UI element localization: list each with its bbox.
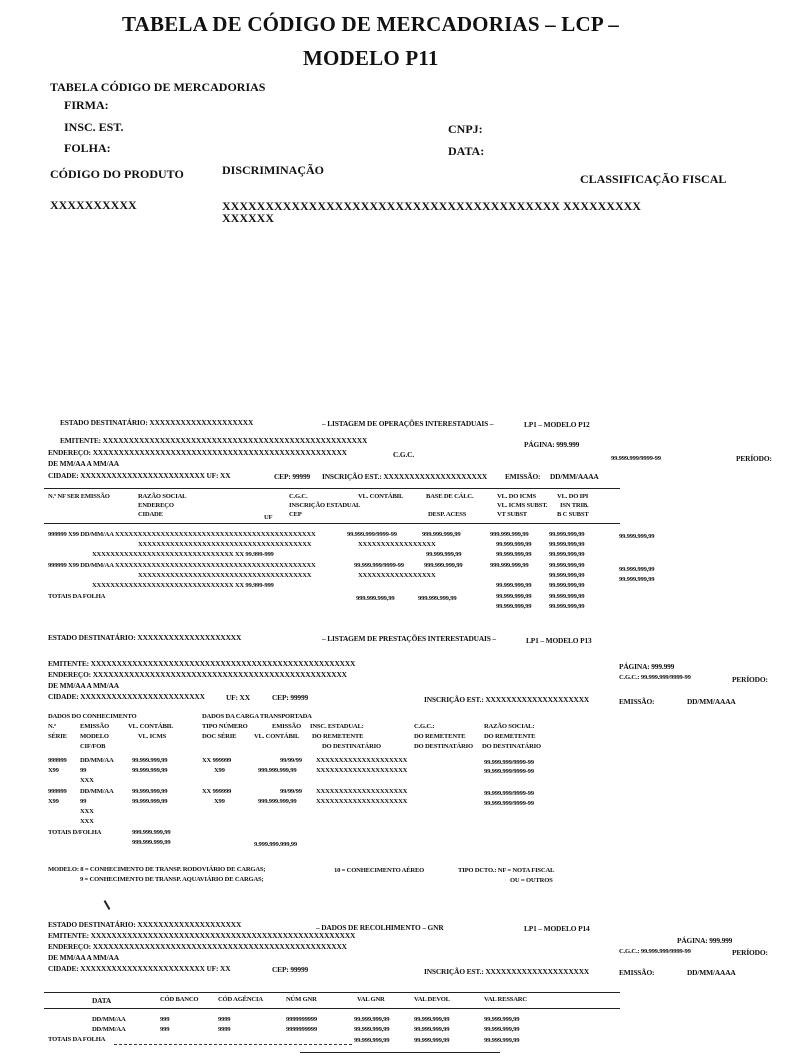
- p14-de-mm: DE MM/AA A MM/AA: [48, 953, 119, 962]
- p13-h-razao: RAZÃO SOCIAL:: [484, 723, 535, 730]
- p11-val-discriminacao-1: XXXXXXXXXXXXXXXXXXXXXXXXXXXXXXXXXXXXXXX XXXXXXXXX: [222, 199, 641, 213]
- p12-h-cep: CEP: [289, 511, 302, 518]
- p12-inscricao: INSCRIÇÃO EST.: XXXXXXXXXXXXXXXXXXXX: [322, 472, 488, 481]
- p12-cidade: CIDADE: XXXXXXXXXXXXXXXXXXXXXXXX UF: XX: [48, 471, 231, 480]
- p13-legend-modelo-8: MODELO: 8 = CONHECIMENTO DE TRANSP. RODOVIÁRIO DE CARGAS;: [48, 866, 266, 873]
- pen-mark-icon: [104, 900, 111, 910]
- p12-header-rule: [44, 523, 620, 524]
- p14-row2-data: DD/MM/AA: [92, 1026, 126, 1033]
- p13-periodo: PERÍODO:: [732, 675, 768, 684]
- p12-h-base: BASE DE CÁLC.: [426, 493, 474, 500]
- p13-row4-f: XXXXXXXXXXXXXXXXXXXX: [316, 788, 408, 795]
- p12-row1-b: 99.999.999/9999-99: [347, 531, 397, 538]
- p12-row2-a: XXXXXXXXXXXXXXXXXXXXXXXXXXXXXXXXXXXXXX: [138, 541, 312, 548]
- p14-totais-label: TOTAIS DA FOLHA: [48, 1036, 106, 1043]
- p13-h-do-dest: DO DESTINATÁRIO: [322, 743, 381, 750]
- p13-cidade: CIDADE: XXXXXXXXXXXXXXXXXXXXXXXX: [48, 692, 205, 701]
- p11-folha-label: FOLHA:: [64, 141, 111, 155]
- p12-h-vl-contabil: VL. CONTÁBIL: [358, 493, 404, 500]
- p13-legend-tipo-nf: TIPO DCTO.: NF = NOTA FISCAL: [458, 867, 555, 874]
- document-title-line2: MODELO P11: [303, 46, 439, 70]
- p14-bottom-rule: [300, 1052, 500, 1053]
- p14-row1-banco: 999: [160, 1016, 170, 1023]
- p13-legend-modelo-9: 9 = CONHECIMENTO DE TRANSP. AQUAVIÁRIO DE CARGAS;: [80, 876, 264, 883]
- p14-cep: CEP: 99999: [272, 965, 309, 974]
- p13-legend-modelo-10: 10 = CONHECIMENTO AÉREO: [334, 867, 425, 874]
- p12-h-nf: N.º NF SER EMISSÃO: [48, 493, 110, 500]
- p14-h-cod-banco: CÓD BANCO: [160, 996, 199, 1003]
- p12-row5-f: 99.999.999,99: [619, 576, 655, 583]
- p13-legend-tipo-ou: OU = OUTROS: [510, 877, 553, 884]
- p14-cgc: C.G.C.: 99.999.999/9999-99: [619, 948, 691, 955]
- p13-row1-b: DD/MM/AA: [80, 757, 114, 764]
- p13-h-cgc-dest: DO DESTINATÁRIO: [414, 743, 473, 750]
- p14-row1-val-gnr: 99.999.999,99: [354, 1016, 390, 1023]
- p13-endereco: ENDEREÇO: XXXXXXXXXXXXXXXXXXXXXXXXXXXXXXXXXXXXXXXXXXXXXXXXX: [48, 670, 347, 679]
- p13-row2-a: X99: [48, 767, 59, 774]
- p12-h-vl-ipi: VL. DO IPI: [557, 493, 589, 500]
- p12-de-mm: DE MM/AA A MM/AA: [48, 459, 119, 468]
- p13-h-vl-icms: VL. ICMS: [138, 733, 167, 740]
- p12-row5-b: XXXXXXXXXXXXXXXXX: [358, 572, 436, 579]
- p13-row5-g: 99.999.999/9999-99: [484, 800, 534, 807]
- p14-totais-leader: [114, 1044, 352, 1045]
- p12-row4-f: 99.999.999,99: [619, 566, 655, 573]
- p13-row1-f: XXXXXXXXXXXXXXXXXXXX: [316, 757, 408, 764]
- p12-h-bc-subst: B C SUBST: [557, 511, 589, 518]
- p11-val-codigo: XXXXXXXXXX: [50, 198, 137, 212]
- p11-cnpj-label: CNPJ:: [448, 122, 483, 136]
- p14-estado: ESTADO DESTINATÁRIO: XXXXXXXXXXXXXXXXXXXX: [48, 920, 242, 929]
- p14-inscricao: INSCRIÇÃO EST.: XXXXXXXXXXXXXXXXXXXX: [424, 967, 590, 976]
- p11-col-codigo: CÓDIGO DO PRODUTO: [50, 167, 184, 181]
- p13-row2-e: 999.999.999,99: [258, 767, 297, 774]
- p11-data-label: DATA:: [448, 144, 485, 158]
- p12-row2-b: XXXXXXXXXXXXXXXXX: [358, 541, 436, 548]
- p14-h-val-ressarc: VAL RESSARC: [484, 996, 527, 1003]
- p14-periodo: PERÍODO:: [732, 948, 768, 957]
- p12-row4-c: 999.999.999,99: [424, 562, 463, 569]
- p11-firma-label: FIRMA:: [64, 98, 109, 112]
- p13-totais-v1: 999.999.999,99: [132, 829, 171, 836]
- p14-h-cod-agencia: CÓD AGÊNCIA: [218, 996, 263, 1003]
- p13-emissao-label: EMISSÃO:: [619, 697, 655, 706]
- p14-row2-val-gnr: 99.999.999,99: [354, 1026, 390, 1033]
- p11-subtitle: TABELA CÓDIGO DE MERCADORIAS: [50, 80, 266, 94]
- p13-row1-c: 99.999.999,99: [132, 757, 168, 764]
- p13-totais-v2: 999.999.999,99: [132, 839, 171, 846]
- p12-h-desp: DESP. ACESS: [428, 511, 467, 518]
- p12-row1-d: 999.999.999,99: [490, 531, 529, 538]
- p12-row3-a: XXXXXXXXXXXXXXXXXXXXXXXXXXXXXXX XX 99.999-999: [92, 551, 274, 558]
- p13-row3-b: XXX: [80, 777, 94, 784]
- p13-h-cif: CIF/FOB: [80, 743, 106, 750]
- p13-h-razao-dest: DO DESTINATÁRIO: [482, 743, 541, 750]
- p12-h-inscricao: INSCRIÇÃO ESTADUAL: [289, 502, 361, 509]
- p13-row5-f: XXXXXXXXXXXXXXXXXXXX: [316, 798, 408, 805]
- p13-cep: CEP: 99999: [272, 693, 309, 702]
- p13-row5-c: 99.999.999,99: [132, 798, 168, 805]
- p14-h-num-gnr: NÚM GNR: [286, 996, 317, 1003]
- p12-modelo: LP1 – MODELO P12: [524, 420, 590, 429]
- p12-emitente: EMITENTE: XXXXXXXXXXXXXXXXXXXXXXXXXXXXXXXXXXXXXXXXXXXXXXXXXXX: [60, 436, 368, 445]
- p13-row2-f: XXXXXXXXXXXXXXXXXXXX: [316, 767, 408, 774]
- p14-top-rule: [44, 992, 620, 993]
- p14-row2-agencia: 9999: [218, 1026, 231, 1033]
- p14-row1-num: 9999999999: [286, 1016, 317, 1023]
- p12-row3-c: 99.999.999,99: [426, 551, 462, 558]
- p14-row2-num: 9999999999: [286, 1026, 317, 1033]
- p12-row3-d: 99.999.999,99: [496, 551, 532, 558]
- p12-row3-e: 99.999.999,99: [549, 551, 585, 558]
- p13-h-razao-rem: DO REMETENTE: [484, 733, 536, 740]
- p14-row2-banco: 999: [160, 1026, 170, 1033]
- p11-col-discriminacao: DISCRIMINAÇÃO: [222, 163, 325, 177]
- p13-h-modelo: MODELO: [80, 733, 109, 740]
- p11-insc-est-label: INSC. EST.: [64, 120, 124, 134]
- p12-endereco: ENDEREÇO: XXXXXXXXXXXXXXXXXXXXXXXXXXXXXXXXXXXXXXXXXXXXXXXXX: [48, 448, 347, 457]
- p14-row1-val-ressarc: 99.999.999,99: [484, 1016, 520, 1023]
- p11-col-classificacao: CLASSIFICAÇÃO FISCAL: [580, 172, 727, 186]
- p14-h-val-gnr: VAL GNR: [357, 996, 385, 1003]
- p12-totais-v1: 999.999.999,99: [356, 595, 395, 602]
- p13-row2-d: X99: [214, 767, 225, 774]
- p13-row4-e: 99/99/99: [280, 788, 302, 795]
- p13-row5-d: X99: [214, 798, 225, 805]
- p14-row1-agencia: 9999: [218, 1016, 231, 1023]
- p13-row5-e: 999.999.999,99: [258, 798, 297, 805]
- p12-row4-e: 99.999.999,99: [549, 562, 585, 569]
- p13-row1-a: 999999: [48, 757, 67, 764]
- p13-h-doc: DOC SÉRIE: [202, 733, 237, 740]
- p13-row1-d: XX 999999: [202, 757, 232, 764]
- p12-totais-v3: 99.999.999,99: [496, 593, 532, 600]
- p12-row6-a: XXXXXXXXXXXXXXXXXXXXXXXXXXXXXXX XX 99.999-999: [92, 582, 274, 589]
- p12-cgc-label: C.G.C.: [393, 450, 415, 459]
- p13-row6-b: XXX: [80, 808, 94, 815]
- p12-periodo: PERÍODO:: [736, 454, 772, 463]
- p13-h-cgc: C.G.C.:: [414, 723, 435, 730]
- p12-row6-e: 99.999.999,99: [549, 582, 585, 589]
- p12-row4-d: 999.999.999,99: [490, 562, 529, 569]
- p12-pagina: PÁGINA: 999.999: [524, 440, 580, 449]
- p13-row1-e: 99/99/99: [280, 757, 302, 764]
- p13-row4-c: 99.999.999,99: [132, 788, 168, 795]
- p13-row4-g: 99.999.999/9999-99: [484, 790, 534, 797]
- p12-row2-d: 99.999.999,99: [496, 541, 532, 548]
- p13-h-vl-cont2: VL. CONTÁBIL: [254, 733, 300, 740]
- p12-row4-b: 99.999.999/9999-99: [354, 562, 404, 569]
- p14-header-rule: [44, 1008, 620, 1009]
- p11-val-discriminacao-2: XXXXXX: [222, 211, 274, 225]
- p13-h-tipo: TIPO NÚMERO: [202, 723, 248, 730]
- p12-h-vl-icms: VL. DO ICMS: [497, 493, 537, 500]
- p12-totais-v4: 99.999.999,99: [549, 593, 585, 600]
- p13-row1-g: 99.999.999/9999-99: [484, 759, 534, 766]
- p12-h-endereco: ENDEREÇO: [138, 502, 174, 509]
- p14-totais-v3: 99.999.999,99: [484, 1037, 520, 1044]
- p14-emissao-label: EMISSÃO:: [619, 968, 655, 977]
- p12-totais-v5: 99.999.999,99: [496, 603, 532, 610]
- p14-modelo: LP1 – MODELO P14: [524, 924, 590, 933]
- p14-cidade: CIDADE: XXXXXXXXXXXXXXXXXXXXXXXX UF: XX: [48, 964, 231, 973]
- p13-row2-g: 99.999.999/9999-99: [484, 768, 534, 775]
- p12-row2-e: 99.999.999,99: [549, 541, 585, 548]
- p14-emissao-value: DD/MM/AAAA: [687, 968, 736, 977]
- p13-h-vl-contabil: VL. CONTÁBIL: [128, 723, 174, 730]
- p12-h-cgc: C.G.C.: [289, 493, 308, 500]
- p13-inscricao: INSCRIÇÃO EST.: XXXXXXXXXXXXXXXXXXXX: [424, 695, 590, 704]
- p14-row1-val-devol: 99.999.999,99: [414, 1016, 450, 1023]
- p12-row1-e: 99.999.999,99: [549, 531, 585, 538]
- p12-row4-a: 999999 X99 DD/MM/AA XXXXXXXXXXXXXXXXXXXXXXXXXXXXXXXXXXXXXXXXXXXX: [48, 562, 316, 569]
- p13-uf: UF: XX: [226, 693, 250, 702]
- p13-row4-b: DD/MM/AA: [80, 788, 114, 795]
- p13-pagina: PÁGINA: 999.999: [619, 662, 675, 671]
- p13-h-cgc-rem: DO REMETENTE: [414, 733, 466, 740]
- p12-h-vt-subst: VT SUBST: [497, 511, 527, 518]
- p12-row5-e: 99.999.999,99: [549, 572, 585, 579]
- p13-de-mm: DE MM/AA A MM/AA: [48, 681, 119, 690]
- p12-row1-c: 999.999.999,99: [422, 531, 461, 538]
- p13-totais-label: TOTAIS D/FOLHA: [48, 829, 102, 836]
- p13-row7-b: XXX: [80, 818, 94, 825]
- p13-h-do-rem: DO REMETENTE: [312, 733, 364, 740]
- p12-row1-a: 999999 X99 DD/MM/AA XXXXXXXXXXXXXXXXXXXXXXXXXXXXXXXXXXXXXXXXXXXX: [48, 531, 316, 538]
- p14-row2-val-devol: 99.999.999,99: [414, 1026, 450, 1033]
- p13-dados-carga: DADOS DA CARGA TRANSPORTADA: [202, 713, 312, 720]
- p12-cgc-value: 99.999.999/9999-99: [611, 455, 661, 462]
- p14-h-data: DATA: [92, 996, 112, 1005]
- p13-row2-c: 99.999.999,99: [132, 767, 168, 774]
- p14-h-val-devol: VAL DEVOL: [414, 996, 450, 1003]
- p13-h-emissao: EMISSÃO: [80, 723, 110, 730]
- p14-listagem: – DADOS DE RECOLHIMENTO – GNR: [316, 923, 444, 932]
- p13-totais-v3: 9.999.999.999,99: [254, 841, 297, 848]
- p12-h-cidade: CIDADE: [138, 511, 163, 518]
- p13-row4-d: XX 999999: [202, 788, 232, 795]
- document-title-line1: TABELA DE CÓDIGO DE MERCADORIAS – LCP –: [122, 12, 619, 36]
- p12-emissao-label: EMISSÃO:: [505, 472, 541, 481]
- p12-totais-v6: 99.999.999,99: [549, 603, 585, 610]
- p12-totais-label: TOTAIS DA FOLHA: [48, 593, 106, 600]
- p12-row5-a: XXXXXXXXXXXXXXXXXXXXXXXXXXXXXXXXXXXXXX: [138, 572, 312, 579]
- p12-row1-f: 99.999.999,99: [619, 533, 655, 540]
- p14-totais-v1: 99.999.999,99: [354, 1037, 390, 1044]
- p12-row6-d: 99.999.999,99: [496, 582, 532, 589]
- p12-estado: ESTADO DESTINATÁRIO: XXXXXXXXXXXXXXXXXXXX: [60, 418, 254, 427]
- p12-listagem: – LISTAGEM DE OPERAÇÕES INTERESTADUAIS –: [322, 419, 494, 428]
- p13-estado: ESTADO DESTINATÁRIO: XXXXXXXXXXXXXXXXXXXX: [48, 633, 242, 642]
- p13-h-serie: SÉRIE: [48, 733, 67, 740]
- p12-h-vl-icms-subst: VL. ICMS SUBST.: [497, 502, 548, 509]
- p13-listagem: – LISTAGEM DE PRESTAÇÕES INTERESTADUAIS –: [322, 634, 496, 643]
- p14-pagina: PÁGINA: 999.999: [677, 936, 733, 945]
- p12-totais-v2: 999.999.999,99: [418, 595, 457, 602]
- p14-row1-data: DD/MM/AA: [92, 1016, 126, 1023]
- p14-emitente: EMITENTE: XXXXXXXXXXXXXXXXXXXXXXXXXXXXXXXXXXXXXXXXXXXXXXXXXXX: [48, 931, 356, 940]
- p13-row5-b: 99: [80, 798, 87, 805]
- p14-row2-val-ressarc: 99.999.999,99: [484, 1026, 520, 1033]
- p12-h-uf: UF: [264, 514, 273, 521]
- p14-endereco: ENDEREÇO: XXXXXXXXXXXXXXXXXXXXXXXXXXXXXXXXXXXXXXXXXXXXXXXXX: [48, 942, 347, 951]
- p13-row2-b: 99: [80, 767, 87, 774]
- p13-row4-a: 999999: [48, 788, 67, 795]
- p13-h-emissao2: EMISSÃO: [272, 723, 302, 730]
- p12-cep: CEP: 99999: [274, 472, 311, 481]
- p12-emissao-value: DD/MM/AAAA: [550, 472, 599, 481]
- p14-totais-v2: 99.999.999,99: [414, 1037, 450, 1044]
- p13-emitente: EMITENTE: XXXXXXXXXXXXXXXXXXXXXXXXXXXXXXXXXXXXXXXXXXXXXXXXXXX: [48, 659, 356, 668]
- p13-modelo: LP1 – MODELO P13: [526, 636, 592, 645]
- p13-dados-conhecimento: DADOS DO CONHECIMENTO: [48, 713, 137, 720]
- p12-h-razao: RAZÃO SOCIAL: [138, 493, 187, 500]
- p13-h-insc: INSC. ESTADUAL:: [310, 723, 364, 730]
- p13-row5-a: X99: [48, 798, 59, 805]
- p12-h-isn-trib: ISN TRIB.: [560, 502, 589, 509]
- p13-emissao-value: DD/MM/AAAA: [687, 697, 736, 706]
- p12-top-rule: [44, 488, 620, 489]
- p13-cgc: C.G.C.: 99.999.999/9999-99: [619, 674, 691, 681]
- p13-h-n: N.º: [48, 723, 56, 730]
